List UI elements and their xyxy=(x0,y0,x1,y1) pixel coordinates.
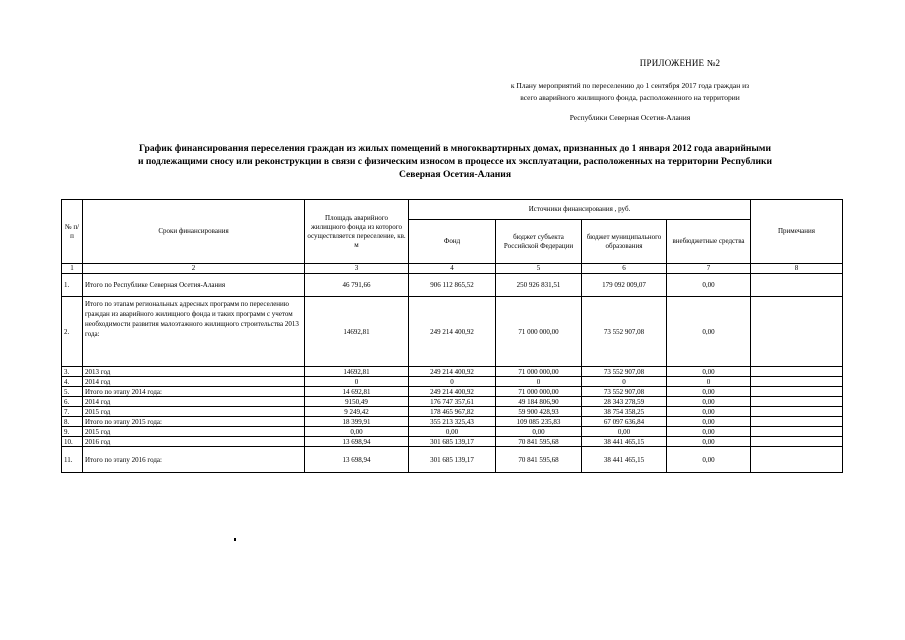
row-extra-budget: 0,00 xyxy=(667,427,751,437)
row-municipal-budget: 73 552 907,08 xyxy=(582,387,667,397)
title-line-3: Северная Осетия-Алания xyxy=(398,169,512,180)
table-row xyxy=(62,367,843,377)
table-row xyxy=(62,417,843,427)
row-area: 9150,49 xyxy=(305,397,409,407)
row-extra-budget: 0,00 xyxy=(667,447,751,473)
row-subject-budget: 59 900 428,93 xyxy=(496,407,582,417)
row-extra-budget: 0,00 xyxy=(667,367,751,377)
row-num: 2. xyxy=(62,297,83,367)
row-municipal-budget: 67 097 636,84 xyxy=(582,417,667,427)
title-line-1: График финансирования переселения граждан из жилых помещений в многоквартирных домах, признанных до 1 января 2012 года аварийными xyxy=(139,143,771,154)
row-num: 4. xyxy=(62,377,83,387)
row-extra-budget: 0,00 xyxy=(667,387,751,397)
col-number: 6 xyxy=(582,264,667,274)
header-fund: Фонд xyxy=(409,220,496,264)
appendix-subtitle xyxy=(420,80,840,124)
row-subject-budget: 70 841 595,68 xyxy=(496,447,582,473)
header-notes: Примечания xyxy=(751,200,843,264)
row-extra-budget: 0,00 xyxy=(667,397,751,407)
header-period: Сроки финансирования xyxy=(83,200,305,264)
row-extra-budget: 0,00 xyxy=(667,407,751,417)
table-row xyxy=(62,387,843,397)
row-municipal-budget: 0,00 xyxy=(582,427,667,437)
row-fund: 249 214 400,92 xyxy=(409,297,496,367)
row-note xyxy=(751,367,843,377)
row-municipal-budget: 38 754 358,25 xyxy=(582,407,667,417)
header-num: № п/п xyxy=(62,200,83,264)
header-subject-budget: бюджет субъекта Российской Федерации xyxy=(496,220,582,264)
row-note xyxy=(751,387,843,397)
row-fund: 0,00 xyxy=(409,427,496,437)
row-area: 13 698,94 xyxy=(305,437,409,447)
row-note xyxy=(751,377,843,387)
header-municipal-budget: бюджет муниципального образования xyxy=(582,220,667,264)
row-subject-budget: 71 000 000,00 xyxy=(496,367,582,377)
col-number: 5 xyxy=(496,264,582,274)
row-num: 7. xyxy=(62,407,83,417)
row-num: 6. xyxy=(62,397,83,407)
row-subject-budget: 71 000 000,00 xyxy=(496,387,582,397)
row-fund: 301 685 139,17 xyxy=(409,447,496,473)
row-fund: 906 112 865,52 xyxy=(409,274,496,297)
col-number: 4 xyxy=(409,264,496,274)
row-num: 9. xyxy=(62,427,83,437)
row-municipal-budget: 28 343 278,59 xyxy=(582,397,667,407)
row-period: 2014 год xyxy=(83,377,305,387)
subtitle-line-3: Республики Северная Осетия-Алания xyxy=(569,113,691,122)
row-note xyxy=(751,397,843,407)
col-number: 8 xyxy=(751,264,843,274)
row-num: 1. xyxy=(62,274,83,297)
financing-table xyxy=(61,199,843,473)
row-extra-budget: 0,00 xyxy=(667,274,751,297)
subtitle-line-2: всего аварийного жилищного фонда, расположенного на территории xyxy=(520,93,740,102)
row-area: 18 399,91 xyxy=(305,417,409,427)
row-fund: 178 465 967,82 xyxy=(409,407,496,417)
row-num: 3. xyxy=(62,367,83,377)
row-area: 9 249,42 xyxy=(305,407,409,417)
col-number: 2 xyxy=(83,264,305,274)
row-subject-budget: 0 xyxy=(496,377,582,387)
row-extra-budget: 0,00 xyxy=(667,437,751,447)
row-num: 11. xyxy=(62,447,83,473)
row-fund: 176 747 357,61 xyxy=(409,397,496,407)
row-municipal-budget: 38 441 465,15 xyxy=(582,437,667,447)
row-period: Итого по Республике Северная Осетия-Алания xyxy=(83,274,305,297)
row-extra-budget: 0,00 xyxy=(667,417,751,427)
header-extra-budget: внебюджетные средства xyxy=(667,220,751,264)
row-subject-budget: 250 926 831,51 xyxy=(496,274,582,297)
row-period: Итого по этапу 2016 года: xyxy=(83,447,305,473)
col-number: 3 xyxy=(305,264,409,274)
row-municipal-budget: 0 xyxy=(582,377,667,387)
row-subject-budget: 70 841 595,68 xyxy=(496,437,582,447)
row-extra-budget: 0,00 xyxy=(667,297,751,367)
row-area: 0,00 xyxy=(305,427,409,437)
row-subject-budget: 71 000 000,00 xyxy=(496,297,582,367)
row-period: 2014 год xyxy=(83,397,305,407)
row-area: 46 791,66 xyxy=(305,274,409,297)
appendix-label: ПРИЛОЖЕНИЕ №2 xyxy=(639,58,721,68)
row-period: Итого по этапам региональных адресных программ по переселению граждан из аварийного жилищного фонда и таких программ с учетом необходимости развития малоэтажного жилищного строительства 2013 года: xyxy=(83,297,305,367)
col-number: 7 xyxy=(667,264,751,274)
row-subject-budget: 49 184 806,90 xyxy=(496,397,582,407)
subtitle-line-1: к Плану мероприятий по переселению до 1 сентября 2017 года граждан из xyxy=(510,81,750,90)
row-note xyxy=(751,297,843,367)
row-subject-budget: 0,00 xyxy=(496,427,582,437)
table-row xyxy=(62,427,843,437)
row-note xyxy=(751,437,843,447)
row-municipal-budget: 38 441 465,15 xyxy=(582,447,667,473)
row-fund: 355 213 325,43 xyxy=(409,417,496,427)
table-row xyxy=(62,397,843,407)
row-note xyxy=(751,447,843,473)
row-period: Итого по этапу 2014 года: xyxy=(83,387,305,397)
row-period: 2013 год xyxy=(83,367,305,377)
row-note xyxy=(751,407,843,417)
row-municipal-budget: 73 552 907,08 xyxy=(582,297,667,367)
table-row xyxy=(62,407,843,417)
row-num: 8. xyxy=(62,417,83,427)
row-subject-budget: 109 085 235,83 xyxy=(496,417,582,427)
row-note xyxy=(751,427,843,437)
row-note xyxy=(751,274,843,297)
table-row xyxy=(62,297,843,367)
row-fund: 301 685 139,17 xyxy=(409,437,496,447)
table-row xyxy=(62,437,843,447)
document-title xyxy=(40,142,870,181)
row-fund: 249 214 400,92 xyxy=(409,387,496,397)
table-row xyxy=(62,447,843,473)
row-fund: 249 214 400,92 xyxy=(409,367,496,377)
row-municipal-budget: 73 552 907,08 xyxy=(582,367,667,377)
header-sources: Источники финансирования , руб. xyxy=(409,200,751,220)
row-municipal-budget: 179 092 009,07 xyxy=(582,274,667,297)
row-area: 0 xyxy=(305,377,409,387)
row-extra-budget: 0 xyxy=(667,377,751,387)
row-period: Итого по этапу 2015 года: xyxy=(83,417,305,427)
row-area: 13 698,94 xyxy=(305,447,409,473)
row-num: 5. xyxy=(62,387,83,397)
header-area: Площадь аварийного жилищного фонда из которого осуществляется переселение, кв. м xyxy=(305,200,409,264)
row-period: 2016 год xyxy=(83,437,305,447)
row-note xyxy=(751,417,843,427)
row-area: 14692,81 xyxy=(305,297,409,367)
col-number: 1 xyxy=(62,264,83,274)
row-period: 2015 год xyxy=(83,427,305,437)
row-fund: 0 xyxy=(409,377,496,387)
table-row xyxy=(62,377,843,387)
row-area: 14692,81 xyxy=(305,367,409,377)
table-row xyxy=(62,274,843,297)
scan-speck xyxy=(234,538,236,541)
row-period: 2015 год xyxy=(83,407,305,417)
title-line-2: и подлежащими сносу или реконструкции в связи с физическим износом в процессе их эксплуатации, расположенных на территории Республики xyxy=(137,156,773,167)
row-area: 14 692,81 xyxy=(305,387,409,397)
row-num: 10. xyxy=(62,437,83,447)
